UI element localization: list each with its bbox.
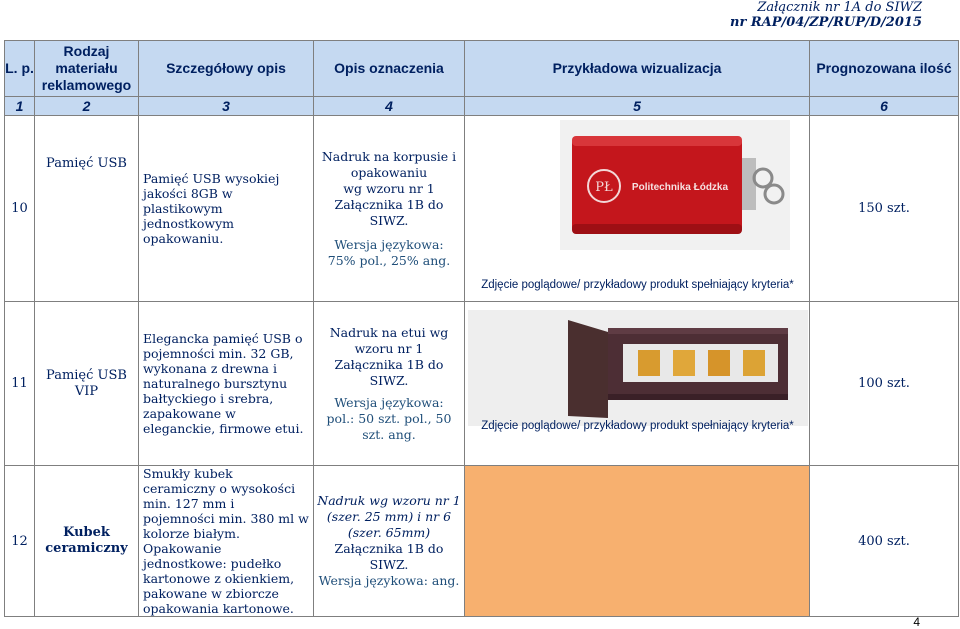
marking-text: Nadruk na etui wg wzoru nr 1 xyxy=(329,324,449,356)
language-split: pol.: 50 szt. pol., 50 szt. ang. xyxy=(326,410,452,442)
usb-print-text: Politechnika Łódzka xyxy=(631,182,729,193)
row-lp: 11 xyxy=(5,302,35,466)
marking-template: Załącznika 1B do SIWZ. xyxy=(334,541,444,572)
col-detail-header: Szczegółowy opis xyxy=(139,41,314,97)
column-number-row xyxy=(5,97,959,116)
col-number: 3 xyxy=(139,97,314,116)
language-split: 75% pol., 25% ang. xyxy=(327,252,451,268)
language-label: Wersja językowa: ang. xyxy=(318,573,460,588)
usb-drive-image xyxy=(560,120,790,250)
row-marking xyxy=(314,466,465,617)
col-marking-header: Opis oznaczenia xyxy=(314,41,465,97)
reference-number: nr RAP/04/ZP/RUP/D/2015 xyxy=(730,15,922,30)
language-label: Wersja językowa: xyxy=(334,236,444,252)
marking-template: wg wzoru nr 1 Załącznika 1B do SIWZ. xyxy=(334,180,444,228)
col-number: 5 xyxy=(465,97,810,116)
visualization-cell xyxy=(465,116,810,302)
row-quantity: 100 szt. xyxy=(810,302,959,466)
image-caption: Zdjęcie poglądowe/ przykładowy produkt spełniający kryteria* xyxy=(481,279,794,291)
visualization-cell xyxy=(465,302,810,466)
mug-visual-placeholder xyxy=(465,466,810,617)
col-qty-header: Prognozowana ilość xyxy=(810,41,959,97)
col-number: 4 xyxy=(314,97,465,116)
row-description: Smukły kubek ceramiczny o wysokości min. 127 mm i pojemności min. 380 ml w kolorze białym. Opakowanie jednostkowe: pudełko kartonowe z okienkiem, pakowane w zbiorcze opakowania kartonowe. xyxy=(139,466,314,617)
row-material: Kubek ceramiczny xyxy=(35,466,139,617)
col-visual-header: Przykładowa wizualizacja xyxy=(465,41,810,97)
attachment-label: Załącznik nr 1A do SIWZ xyxy=(757,0,922,15)
page-number: 4 xyxy=(913,615,920,629)
row-material: Pamięć USB VIP xyxy=(35,302,139,466)
row-description: Pamięć USB wysokiej jakości 8GB w plastikowym jednostkowym opakowaniu. xyxy=(139,116,314,302)
image-caption: Zdjęcie poglądowe/ przykładowy produkt spełniający kryteria* xyxy=(481,420,794,432)
col-number: 6 xyxy=(810,97,959,116)
col-number: 2 xyxy=(35,97,139,116)
vip-usb-image xyxy=(468,310,808,426)
row-material: Pamięć USB xyxy=(35,116,139,302)
row-quantity: 150 szt. xyxy=(810,116,959,302)
language-label: Wersja językowa: xyxy=(334,394,444,410)
row-lp: 12 xyxy=(5,466,35,617)
marking-template: Załącznika 1B do SIWZ. xyxy=(334,356,444,388)
row-description: Elegancka pamięć USB o pojemności min. 32 GB, wykonana z drewna i naturalnego bursztynu bałtyckiego i srebra, zapakowane w eleganckie, firmowe etui. xyxy=(139,302,314,466)
table-row xyxy=(5,116,959,302)
row-quantity: 400 szt. xyxy=(810,466,959,617)
svg-text:PŁ: PŁ xyxy=(595,180,613,195)
table-row xyxy=(5,466,959,617)
document-header xyxy=(730,0,922,30)
row-marking xyxy=(314,116,465,302)
col-number: 1 xyxy=(5,97,35,116)
row-lp: 10 xyxy=(5,116,35,302)
marking-text: Nadruk wg wzoru nr 1 (szer. 25 mm) i nr 6 (szer. 65mm) xyxy=(317,493,461,540)
table-row xyxy=(5,302,959,466)
col-material-header: Rodzaj materiału reklamowego xyxy=(35,41,139,97)
row-marking xyxy=(314,302,465,466)
marking-text: Nadruk na korpusie i opakowaniu xyxy=(321,148,457,180)
table-header-row xyxy=(5,41,959,97)
col-lp-header: L. p. xyxy=(5,41,35,97)
specification-table xyxy=(4,40,959,617)
